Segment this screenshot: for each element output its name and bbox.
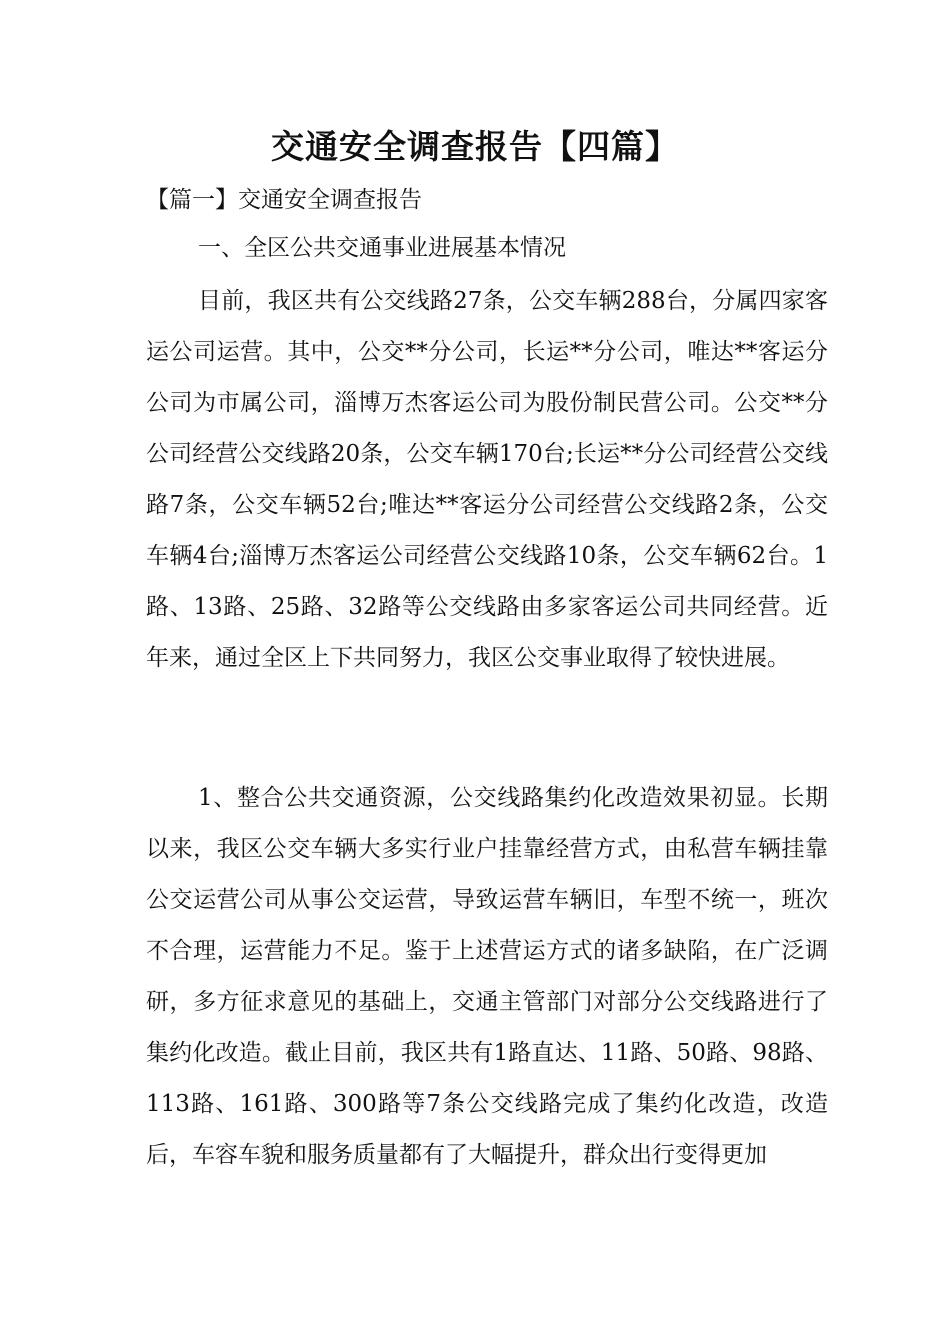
body-paragraph: 1、整合公共交通资源，公交线路集约化改造效果初显。长期以来，我区公交车辆大多实行业户挂靠经营方式，由私营车辆挂靠公交运营公司从事公交运营，导致运营车辆旧，车型不统一，班次不合理，运营能力不足。鉴于上述营运方式的诸多缺陷，在广泛调研，多方征求意见的基础上，交通主管部门对部分公交线路进行了集约化改造。截止目前，我区共有1路直达、11路、50路、98路、113路、161路、300路等7条公交线路完成了集约化改造，改造后，车容车貌和服务质量都有了大幅提升，群众出行变得更加	[146, 785, 828, 1168]
section-heading: 【篇一】交通安全调查报告	[146, 187, 422, 213]
subheading: 一、全区公共交通事业进展基本情况	[198, 235, 566, 261]
document-title: 交通安全调查报告【四篇】	[271, 127, 679, 166]
body-paragraph: 目前，我区共有公交线路27条，公交车辆288台，分属四家客运公司运营。其中，公交**分公司，长运**分公司，唯达**客运分公司为市属公司，淄博万杰客运公司为股份制民营公司。公交**分公司经营公交线路20条，公交车辆170台;长运**分公司经营公交线路7条，公交车辆52台;唯达**客运分公司经营公交线路2条，公交车辆4台;淄博万杰客运公司经营公交线路10条，公交车辆62台。1路、13路、25路、32路等公交线路由多家客运公司共同经营。近年来，通过全区上下共同努力，我区公交事业取得了较快进展。	[146, 288, 828, 671]
